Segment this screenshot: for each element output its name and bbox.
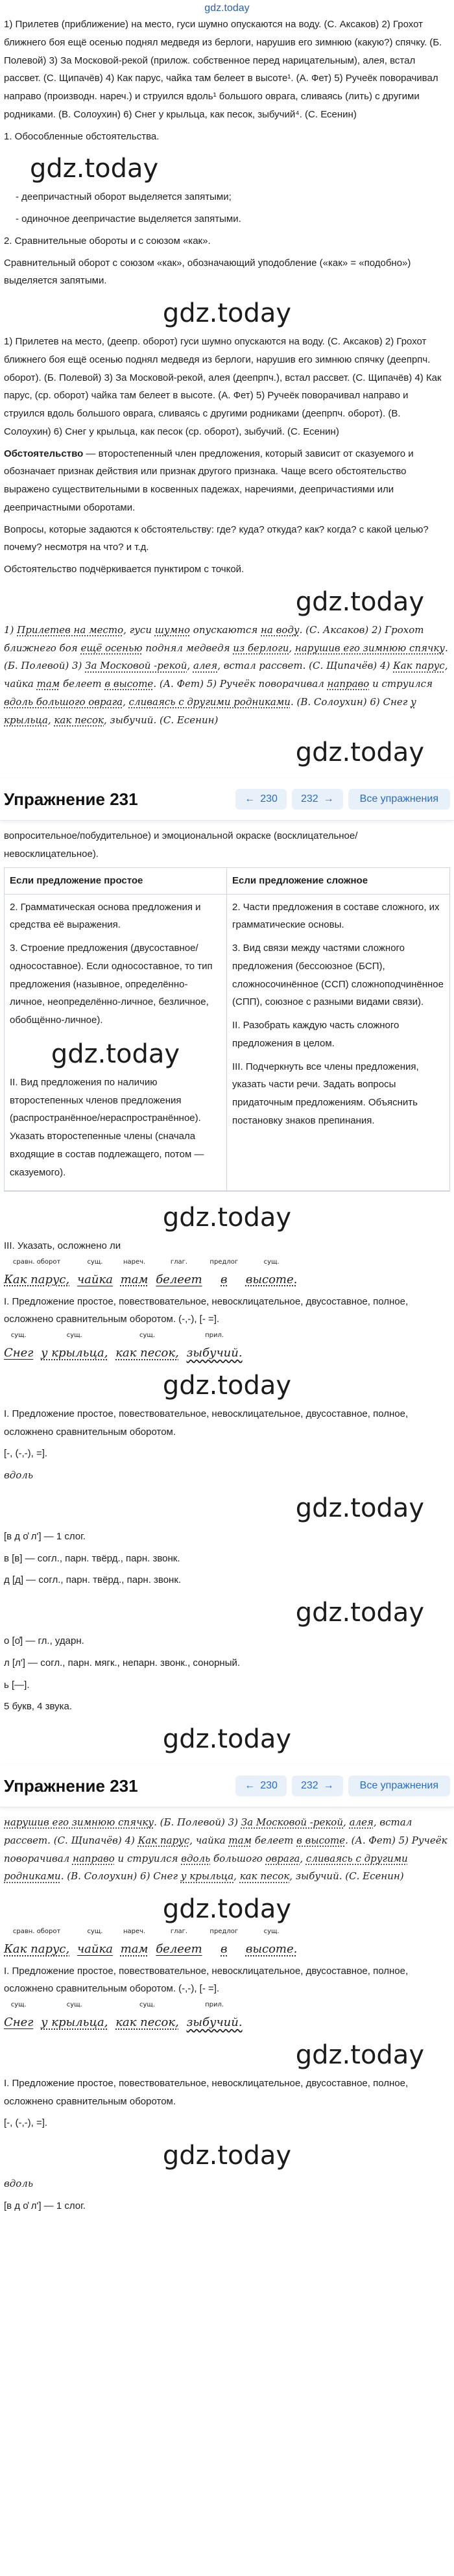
definition-term: Обстоятельство xyxy=(4,448,84,459)
watermark: gdz.today xyxy=(162,1724,292,1755)
rule-item: - одиночное деепричастие выделяется запятыми. xyxy=(16,213,241,224)
analysis: I. Предложение простое, повествовательное, невосклицательное, двусоставное, полное, осложнено сравнительным оборотом. xyxy=(4,1408,409,1438)
phonetic-letter: о [о̓] — гл., ударн. xyxy=(4,1635,84,1647)
phonetic-summary: 5 букв, 4 звука. xyxy=(4,1701,73,1713)
section-heading: 1. Обособленные обстоятельства. xyxy=(4,130,160,142)
marked-sentences: 1) Прилетев на место, гуси шумно опускаются на воду. (С. Аксаков) 2) Грохот ближнего боя ещё осенью поднял медведя из берлоги, нарушив его зимнюю спячку. (Б. Полевой) 3) За Московой -рекой, алея, встал рассвет. (С. Щипачёв) 4) Как парус, чайка там белеет в высоте. (А. Фет) 5) Ручеёк поворачивал направо и струился вдоль большого оврага, сливаясь с другими родниками. (В. Солоухин) 6) Снег у крыльца, как песок, зыбучий. (С. Есенин) xyxy=(4,623,448,726)
phonetic-letter: д [д] — согл., парн. твёрд., парн. звонк. xyxy=(4,1574,182,1586)
watermark: gdz.today xyxy=(162,2141,292,2171)
questions: Вопросы, которые задаются к обстоятельству: где? куда? откуда? как? когда? с какой целью? почему? несмотря на что? и т.д. xyxy=(4,524,429,553)
definition xyxy=(4,445,450,517)
phonetic-letter: л [л'] — согл., парн. мягк., непарн. звонк., сонорный. xyxy=(4,1657,241,1668)
step-text: III. Указать, осложнено ли xyxy=(4,1240,121,1252)
table-cell-left: 2. Грамматическая основа предложения и средства её выражения. 3. Строение предложения (двусоставное/односоставное). Если односоставное, то тип предложения (назывное, определённо-личное, неопределённо-личное, безличное, обобщённо-личное). gdz.today II. Вид предложения по наличию второстепенных членов предложения (распространённое/нераспространённое). Указать второстепенные члены (сначала входящие в состав подлежащего, потом — сказуемого). xyxy=(5,895,227,1192)
table-header-right: Если предложение сложное xyxy=(227,868,449,895)
prev-exercise-button[interactable]: ← 230 xyxy=(235,1776,287,1796)
watermark: gdz.today xyxy=(295,738,424,768)
scheme-formula: [-, (-,-), =]. xyxy=(4,1448,48,1460)
section-heading: 2. Сравнительные обороты и с союзом «как». xyxy=(4,235,211,247)
analysis: I. Предложение простое, повествовательное, невосклицательное, двусоставное, полное, осложнено сравнительным оборотом. xyxy=(4,2077,409,2107)
prev-exercise-button[interactable]: ← 230 xyxy=(235,789,287,810)
watermark: gdz.today xyxy=(162,1370,292,1401)
arrow-left-icon: ← xyxy=(245,793,256,805)
sentence-scheme: сущ. Снег сущ. у крыльца, сущ. как песок, прил. зыбучий. xyxy=(4,1332,243,1360)
nav-buttons xyxy=(235,1776,450,1796)
watermark: gdz.today xyxy=(51,1039,180,1069)
table-cell-right: 2. Части предложения в составе сложного, их грамматические основы. 3. Вид связи между частями сложного предложения (бессоюзное (БСП), сложносочинённое (ССП) сложноподчинённое (СПП), союзное с разными видами связи). II. Разобрать каждую часть сложного предложения в целом. III. Подчеркнуть все члены предложения, указать части речи. Задать вопросы придаточным предложениям. Объяснить постановку знаков препинания. xyxy=(227,895,449,1192)
all-exercises-button[interactable]: Все упражнения xyxy=(348,1776,450,1796)
exercise-text: 1) Прилетев на место, (деепр. оборот) гуси шумно опускаются на воду. (С. Аксаков) 2) Грохот ближнего боя ещё осенью поднял медведя из берлоги, нарушив его зимнюю спячку (деепрпч. оборот). (Б. Полевой) 3) За Московой-рекой, алея (деепрпч.), встал рассвет. (С. Щипачёв) 4) Как парус, (ср. оборот) чайка там белеет в высоте. (А. Фет) 5) Ручеёк поворачивал направо и струился вдоль большого оврага, сливаясь с другими родниками (деепрпч. оборот). (В. Солоухин) 6) Снег у крыльца, как песок (ср. оборот), зыбучий. (С. Есенин) xyxy=(4,336,442,437)
sentence-scheme: сравн. оборот Как парус, сущ. чайка нареч. там глаг. белеет предлог в сущ. высоте. xyxy=(4,1258,298,1287)
nav-buttons xyxy=(235,789,450,810)
exercise-nav xyxy=(0,778,454,821)
exercise-nav xyxy=(0,1765,454,1807)
marked-sentences: нарушив его зимнюю спячку. (Б. Полевой) 3) За Московой -рекой, алея, встал рассвет. (С. Щипачёв) 4) Как парус, чайка там белеет в высоте. (А. Фет) 5) Ручеёк поворачивал направо и струился вдоль большого оврага, сливаясь с другими родниками. (В. Солоухин) 6) Снег у крыльца, как песок, зыбучий. (С. Есенин) xyxy=(4,1816,448,1883)
intro-text: вопросительное/побудительное) и эмоциональной окраске (восклицательное/невосклицательное). xyxy=(4,830,358,860)
next-exercise-button[interactable]: 232 → xyxy=(292,789,343,810)
rule-paragraph: Сравнительный оборот с союзом «как», обозначающий уподобление («как» = «подобно») выделяется запятыми. xyxy=(4,257,411,287)
watermark: gdz.today xyxy=(295,2040,424,2070)
arrow-left-icon: ← xyxy=(245,1780,256,1792)
arrow-right-icon: → xyxy=(323,793,334,805)
sentence-scheme: сравн. оборот Как парус, сущ. чайка нареч. там глаг. белеет предлог в сущ. высоте. xyxy=(4,1928,298,1956)
rule-item: - деепричастный оборот выделяется запятыми; xyxy=(16,191,232,203)
exercise-title: Упражнение 231 xyxy=(4,789,138,810)
site-logo[interactable]: gdz.today xyxy=(204,3,250,14)
next-exercise-button[interactable]: 232 → xyxy=(292,1776,343,1796)
all-exercises-button[interactable]: Все упражнения xyxy=(348,789,450,810)
watermark: gdz.today xyxy=(162,1894,292,1925)
note: Обстоятельство подчёркивается пунктиром с точкой. xyxy=(4,564,245,575)
analysis: I. Предложение простое, повествовательное, невосклицательное, двусоставное, полное, осложнено сравнительным оборотом. (-,-), [- =]. xyxy=(4,1965,409,1995)
parsing-table xyxy=(4,867,450,1192)
phonetic-word: вдоль xyxy=(4,2178,33,2190)
exercise-text: 1) Прилетев (приближение) на место, гуси шумно опускаются на воду. (С. Аксаков) 2) Грохот ближнего боя ещё осенью поднял медведя из берлоги, нарушив его зимнюю (какую?) спячку. (Б. Полевой) 3) За Московой-рекой (прилож. собственное перед нарицательным), алея, встал рассвет. (С. Щипачёв) 4) Как парус, чайка там белеет в высоте¹. (А. Фет) 5) Ручеёк поворачивал направо (производн. нареч.) и струился вдоль¹ большого оврага, сливаясь (лить) с другими родниками. (В. Солоухин) 6) Снег у крыльца, как песок, зыбучий⁴. (С. Есенин) xyxy=(4,19,442,120)
watermark: gdz.today xyxy=(295,1598,424,1628)
watermark: gdz.today xyxy=(295,586,424,617)
definition-text: — второстепенный член предложения, который зависит от сказуемого и обозначает признак действия или признак другого признака. Чаще всего обстоятельство выражено существительными в косвенных падежах, наречиями, деепричастиями или деепричастными оборотами. xyxy=(4,448,414,513)
phonetic-letter: ь [—]. xyxy=(4,1679,30,1691)
sentence-scheme: сущ. Снег сущ. у крыльца, сущ. как песок, прил. зыбучий. xyxy=(4,2001,243,2030)
arrow-right-icon: → xyxy=(323,1780,334,1792)
table-header-left: Если предложение простое xyxy=(5,868,227,895)
exercise-title: Упражнение 231 xyxy=(4,1776,138,1796)
phonetic-transcription: [в д о̓ л'] — 1 слог. xyxy=(4,2200,86,2211)
phonetic-transcription: [в д о̓ л'] — 1 слог. xyxy=(4,1530,86,1542)
phonetic-letter: в [в] — согл., парн. твёрд., парн. звонк. xyxy=(4,1552,180,1564)
watermark: gdz.today xyxy=(162,298,292,328)
scheme-formula: [-, (-,-), =]. xyxy=(4,2117,48,2129)
watermark: gdz.today xyxy=(162,1203,292,1233)
watermark: gdz.today xyxy=(30,154,159,184)
watermark: gdz.today xyxy=(295,1493,424,1523)
phonetic-word: вдоль xyxy=(4,1469,33,1482)
analysis: I. Предложение простое, повествовательное, невосклицательное, двусоставное, полное, осложнено сравнительным оборотом. (-,-), [- =]. xyxy=(4,1295,409,1325)
